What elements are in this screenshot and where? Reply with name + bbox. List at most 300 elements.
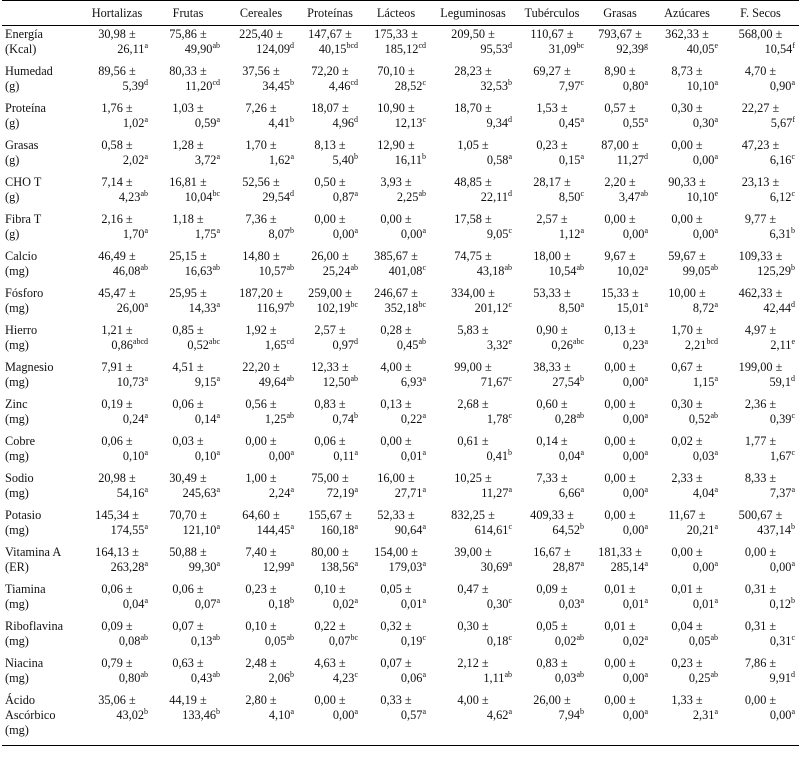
significance-letters: ab xyxy=(286,373,294,383)
table-cell xyxy=(152,248,224,285)
sd-number: 10,54 xyxy=(764,42,793,56)
table-cell xyxy=(224,433,298,470)
sd-value xyxy=(300,264,360,279)
sd-number: 31,09 xyxy=(548,42,577,56)
mean-value: 17,58 ± xyxy=(454,211,492,226)
sd-number: 125,29 xyxy=(757,263,791,278)
table-row xyxy=(2,285,799,322)
sd-value xyxy=(724,227,797,242)
sd-number: 2,02 xyxy=(122,152,145,167)
corner-header xyxy=(2,1,82,26)
sd-value xyxy=(226,597,296,612)
significance-letters: a xyxy=(144,558,148,568)
mean-value: 15,33 ± xyxy=(601,285,639,300)
table-cell xyxy=(224,26,298,63)
column-header: Azúcares xyxy=(652,1,722,26)
table-cell xyxy=(722,285,799,322)
table-cell xyxy=(430,100,516,137)
mean-value: 2,33 ± xyxy=(671,470,703,485)
significance-letters: c xyxy=(422,262,426,272)
mean-value: 0,22 ± xyxy=(314,618,346,633)
sd-number: 99,30 xyxy=(188,559,217,574)
sd-value xyxy=(518,560,586,575)
sd-value xyxy=(432,449,514,464)
sd-number: 0,19 xyxy=(400,633,423,648)
row-label: Niacina (mg) xyxy=(5,655,44,685)
significance-letters: c xyxy=(422,632,426,642)
sd-value xyxy=(518,264,586,279)
sd-value xyxy=(590,264,650,279)
significance-letters: ab xyxy=(140,669,148,679)
sd-number: 263,28 xyxy=(110,559,145,574)
sd-number: 0,39 xyxy=(769,411,792,426)
sd-value xyxy=(364,671,428,686)
table-cell xyxy=(588,655,652,692)
mean-value: 246,67 ± xyxy=(374,285,418,300)
sd-value xyxy=(432,486,514,501)
significance-letters: a xyxy=(144,225,148,235)
sd-number: 1,11 xyxy=(483,670,505,685)
significance-letters: a xyxy=(714,114,718,124)
mean-value: 7,36 ± xyxy=(245,211,277,226)
sd-value xyxy=(654,153,720,168)
sd-number: 5,67 xyxy=(770,115,793,130)
sd-value xyxy=(300,560,360,575)
sd-value xyxy=(226,523,296,538)
row-label: Grasas (g) xyxy=(5,137,39,167)
mean-value: 35,06 ± xyxy=(98,692,136,707)
table-cell xyxy=(652,359,722,396)
sd-value xyxy=(432,708,514,723)
mean-value: 0,14 ± xyxy=(536,433,568,448)
mean-value: 7,86 ± xyxy=(744,655,777,670)
header-row xyxy=(2,1,799,26)
significance-letters: b xyxy=(508,77,512,87)
sd-number: 0,43 xyxy=(190,670,213,685)
sd-value xyxy=(590,597,650,612)
sd-value xyxy=(154,153,222,168)
sd-value xyxy=(590,375,650,390)
mean-value: 9,77 ± xyxy=(744,211,777,226)
sd-number: 8,50 xyxy=(558,189,581,204)
significance-letters: a xyxy=(580,595,584,605)
significance-letters: a xyxy=(144,595,148,605)
sd-number: 0,00 xyxy=(622,448,645,463)
mean-value: 164,13 ± xyxy=(95,544,139,559)
mean-value: 3,93 ± xyxy=(380,174,412,189)
significance-letters: f xyxy=(792,114,795,124)
mean-value: 47,23 ± xyxy=(741,137,780,152)
significance-letters: cd xyxy=(286,336,294,346)
mean-value: 259,00 ± xyxy=(308,285,352,300)
mean-value: 37,56 ± xyxy=(242,63,280,78)
significance-letters: a xyxy=(508,484,512,494)
sd-number: 0,00 xyxy=(622,707,645,722)
sd-number: 245,63 xyxy=(182,485,217,500)
sd-value xyxy=(432,264,514,279)
mean-value: 75,86 ± xyxy=(169,27,207,41)
table-cell xyxy=(82,359,152,396)
table-cell xyxy=(152,100,224,137)
sd-value xyxy=(154,264,222,279)
sd-value xyxy=(300,338,360,353)
significance-letters: c xyxy=(508,225,512,235)
mean-value: 832,25 ± xyxy=(451,507,495,522)
table-cell xyxy=(430,174,516,211)
table-cell xyxy=(298,248,362,285)
mean-value: 0,13 ± xyxy=(380,396,412,411)
row-label: Tiamina (mg) xyxy=(5,581,46,611)
significance-letters: a xyxy=(644,521,648,531)
significance-letters: bcd xyxy=(706,336,718,346)
table-row xyxy=(2,63,799,100)
significance-letters: a xyxy=(644,669,648,679)
sd-number: 10,10 xyxy=(686,189,715,204)
table-cell xyxy=(588,137,652,174)
significance-letters: b xyxy=(290,299,294,309)
mean-value: 80,33 ± xyxy=(169,63,207,78)
mean-value: 0,06 ± xyxy=(101,581,133,596)
mean-value: 72,20 ± xyxy=(311,63,349,78)
sd-number: 0,01 xyxy=(400,448,423,463)
mean-value: 44,19 ± xyxy=(169,692,207,707)
sd-value xyxy=(154,560,222,575)
significance-letters: a xyxy=(216,410,220,420)
sd-number: 64,52 xyxy=(552,522,580,537)
sd-number: 0,00 xyxy=(622,522,645,537)
sd-number: 12,99 xyxy=(262,559,291,574)
sd-value xyxy=(724,190,797,205)
sd-number: 0,00 xyxy=(692,152,715,167)
mean-value: 22,20 ± xyxy=(242,359,280,374)
significance-letters: a xyxy=(216,225,220,235)
row-label: Vitamina A (ER) xyxy=(5,544,62,574)
table-cell xyxy=(516,248,588,285)
sd-value xyxy=(724,634,797,649)
mean-value: 2,36 ± xyxy=(744,396,777,411)
table-cell xyxy=(298,544,362,581)
sd-value xyxy=(300,375,360,390)
mean-value: 0,83 ± xyxy=(314,396,346,411)
mean-value: 0,00 ± xyxy=(744,544,777,559)
sd-number: 6,12 xyxy=(769,189,792,204)
mean-value: 52,33 ± xyxy=(377,507,415,522)
significance-letters: ab xyxy=(212,669,220,679)
significance-letters: d xyxy=(791,373,795,383)
sd-number: 0,00 xyxy=(332,707,355,722)
sd-number: 0,05 xyxy=(688,633,711,648)
sd-value xyxy=(518,301,586,316)
mean-value: 1,03 ± xyxy=(172,100,204,115)
significance-letters: a xyxy=(354,706,358,716)
sd-value xyxy=(154,375,222,390)
sd-number: 201,12 xyxy=(474,300,509,315)
sd-value xyxy=(84,671,150,686)
sd-value xyxy=(226,301,296,316)
mean-value: 2,57 ± xyxy=(536,211,568,226)
table-row xyxy=(2,581,799,618)
significance-letters: d xyxy=(354,336,358,346)
sd-number: 8,07 xyxy=(268,226,290,241)
row-label: Riboflavina (mg) xyxy=(5,618,64,648)
significance-letters: ab xyxy=(286,632,294,642)
sd-number: 30,69 xyxy=(480,559,509,574)
sd-number: 10,10 xyxy=(686,78,715,93)
significance-letters: e xyxy=(714,188,718,198)
sd-value xyxy=(84,116,150,131)
sd-number: 28,87 xyxy=(552,559,581,574)
significance-letters: c xyxy=(508,299,512,309)
sd-value xyxy=(724,597,797,612)
significance-letters: cd xyxy=(350,77,358,87)
significance-letters: a xyxy=(644,262,648,272)
sd-number: 1,62 xyxy=(268,152,291,167)
sd-value xyxy=(154,116,222,131)
mean-value: 70,70 ± xyxy=(169,507,207,522)
sd-number: 2,24 xyxy=(268,485,291,500)
sd-value xyxy=(654,449,720,464)
mean-value: 0,00 ± xyxy=(604,396,636,411)
sd-number: 0,02 xyxy=(622,633,645,648)
sd-value xyxy=(590,338,650,353)
mean-value: 0,06 ± xyxy=(172,396,204,411)
table-cell xyxy=(516,544,588,581)
sd-value xyxy=(226,634,296,649)
significance-letters: d xyxy=(791,669,795,679)
table-cell xyxy=(224,655,298,692)
significance-letters: b xyxy=(290,77,294,87)
mean-value: 89,56 ± xyxy=(98,63,136,78)
table-cell xyxy=(430,507,516,544)
significance-letters: a xyxy=(144,373,148,383)
mean-value: 0,23 ± xyxy=(671,655,703,670)
mean-value: 53,33 ± xyxy=(533,285,571,300)
significance-letters: ab xyxy=(576,262,584,272)
table-cell xyxy=(152,692,224,746)
sd-value xyxy=(654,338,720,353)
table-cell xyxy=(298,470,362,507)
table-cell xyxy=(82,322,152,359)
table-cell xyxy=(722,248,799,285)
significance-letters: b xyxy=(508,447,512,457)
sd-number: 15,01 xyxy=(616,300,645,315)
sd-number: 1,75 xyxy=(194,226,217,241)
significance-letters: cd xyxy=(418,40,426,50)
mean-value: 187,20 ± xyxy=(239,285,283,300)
mean-value: 155,67 ± xyxy=(308,507,352,522)
significance-letters: a xyxy=(290,151,294,161)
sd-value xyxy=(84,227,150,242)
table-cell xyxy=(224,174,298,211)
sd-number: 1,25 xyxy=(264,411,287,426)
mean-value: 4,63 ± xyxy=(314,655,346,670)
sd-value xyxy=(300,227,360,242)
mean-value: 0,57 ± xyxy=(604,100,636,115)
significance-letters: a xyxy=(644,225,648,235)
table-cell xyxy=(82,396,152,433)
mean-value: 7,14 ± xyxy=(101,174,133,189)
sd-number: 0,31 xyxy=(769,633,792,648)
column-header: Proteínas xyxy=(298,1,362,26)
significance-letters: a xyxy=(422,706,426,716)
sd-number: 34,45 xyxy=(262,78,290,93)
table-cell xyxy=(82,544,152,581)
mean-value: 38,33 ± xyxy=(533,359,571,374)
significance-letters: b xyxy=(580,521,584,531)
significance-letters: b xyxy=(791,225,795,235)
table-row xyxy=(2,26,799,63)
sd-number: 0,55 xyxy=(622,115,645,130)
significance-letters: a xyxy=(144,151,148,161)
sd-value xyxy=(518,671,586,686)
sd-value xyxy=(432,301,514,316)
mean-value: 64,60 ± xyxy=(242,507,280,522)
sd-number: 90,64 xyxy=(394,522,423,537)
sd-number: 352,18 xyxy=(384,300,419,315)
sd-value xyxy=(84,597,150,612)
sd-value xyxy=(724,264,797,279)
table-cell xyxy=(430,26,516,63)
significance-letters: b xyxy=(354,151,358,161)
sd-number: 32,53 xyxy=(480,78,508,93)
mean-value: 385,67 ± xyxy=(374,248,418,263)
mean-value: 2,20 ± xyxy=(604,174,636,189)
significance-letters: abc xyxy=(208,336,220,346)
sd-value xyxy=(300,523,360,538)
sd-value xyxy=(518,634,586,649)
sd-value xyxy=(226,116,296,131)
table-cell xyxy=(298,285,362,322)
mean-value: 147,67 ± xyxy=(308,27,352,41)
mean-value: 0,10 ± xyxy=(245,618,277,633)
sd-value xyxy=(364,375,428,390)
row-label: Energía (Kcal) xyxy=(5,27,44,56)
mean-value: 500,67 ± xyxy=(738,507,783,522)
mean-value: 0,00 ± xyxy=(314,692,346,707)
table-cell xyxy=(152,137,224,174)
sd-value xyxy=(154,634,222,649)
table-cell xyxy=(722,396,799,433)
sd-number: 0,00 xyxy=(332,226,355,241)
mean-value: 30,98 ± xyxy=(98,27,136,41)
sd-number: 0,01 xyxy=(400,596,423,611)
sd-number: 11,27 xyxy=(481,485,509,500)
table-cell xyxy=(152,322,224,359)
significance-letters: a xyxy=(422,558,426,568)
mean-value: 0,00 ± xyxy=(245,433,277,448)
sd-value xyxy=(364,190,428,205)
sd-number: 0,80 xyxy=(118,670,141,685)
mean-value: 75,00 ± xyxy=(311,470,349,485)
table-cell xyxy=(722,507,799,544)
sd-value xyxy=(364,301,428,316)
table-cell xyxy=(224,322,298,359)
significance-letters: a xyxy=(216,151,220,161)
sd-number: 54,16 xyxy=(116,485,145,500)
sd-value xyxy=(226,708,296,723)
mean-value: 0,67 ± xyxy=(671,359,703,374)
sd-value xyxy=(84,486,150,501)
sd-number: 185,12 xyxy=(384,42,419,56)
sd-number: 6,16 xyxy=(769,152,792,167)
significance-letters: ab xyxy=(710,669,718,679)
significance-letters: b xyxy=(580,706,584,716)
mean-value: 0,31 ± xyxy=(744,618,777,633)
significance-letters: a xyxy=(144,521,148,531)
mean-value: 0,00 ± xyxy=(671,137,703,152)
mean-value: 59,67 ± xyxy=(668,248,706,263)
mean-value: 80,00 ± xyxy=(311,544,349,559)
sd-value xyxy=(84,449,150,464)
mean-value: 0,00 ± xyxy=(671,211,703,226)
table-cell xyxy=(516,63,588,100)
sd-value xyxy=(364,42,428,57)
sd-number: 4,04 xyxy=(692,485,715,500)
sd-value xyxy=(226,671,296,686)
mean-value: 0,00 ± xyxy=(604,507,636,522)
significance-letters: a xyxy=(714,447,718,457)
mean-value: 7,91 ± xyxy=(101,359,133,374)
table-cell xyxy=(516,433,588,470)
sd-number: 0,30 xyxy=(692,115,715,130)
sd-value xyxy=(724,153,797,168)
significance-letters: a xyxy=(714,225,718,235)
sd-value xyxy=(590,116,650,131)
row-label: Potasio (mg) xyxy=(5,507,42,537)
table-cell xyxy=(652,655,722,692)
sd-value xyxy=(518,412,586,427)
sd-value xyxy=(432,597,514,612)
sd-value xyxy=(518,116,586,131)
sd-value xyxy=(654,42,720,57)
table-cell xyxy=(516,618,588,655)
significance-letters: a xyxy=(791,484,795,494)
sd-number: 121,10 xyxy=(182,522,217,537)
mean-value: 0,09 ± xyxy=(101,618,133,633)
table-row xyxy=(2,174,799,211)
significance-letters: a xyxy=(644,336,648,346)
mean-value: 14,80 ± xyxy=(242,248,280,263)
sd-number: 4,23 xyxy=(118,189,141,204)
table-cell xyxy=(722,26,799,63)
sd-value xyxy=(654,708,720,723)
significance-letters: e xyxy=(791,336,795,346)
sd-value xyxy=(724,375,797,390)
table-cell xyxy=(588,322,652,359)
sd-value xyxy=(518,708,586,723)
sd-number: 0,04 xyxy=(558,448,581,463)
significance-letters: a xyxy=(216,595,220,605)
mean-value: 7,40 ± xyxy=(245,544,277,559)
significance-letters: a xyxy=(422,669,426,679)
sd-value xyxy=(364,634,428,649)
table-cell xyxy=(82,100,152,137)
significance-letters: ab xyxy=(576,669,584,679)
sd-value xyxy=(654,560,720,575)
significance-letters: a xyxy=(290,447,294,457)
sd-number: 0,74 xyxy=(332,411,354,426)
table-cell xyxy=(588,100,652,137)
table-cell xyxy=(152,359,224,396)
table-cell xyxy=(152,63,224,100)
table-cell xyxy=(362,137,430,174)
mean-value: 0,10 ± xyxy=(314,581,346,596)
sd-number: 10,02 xyxy=(616,263,645,278)
significance-letters: c xyxy=(508,632,512,642)
sd-value xyxy=(432,116,514,131)
sd-number: 5,40 xyxy=(332,152,354,167)
sd-number: 1,67 xyxy=(769,448,792,463)
